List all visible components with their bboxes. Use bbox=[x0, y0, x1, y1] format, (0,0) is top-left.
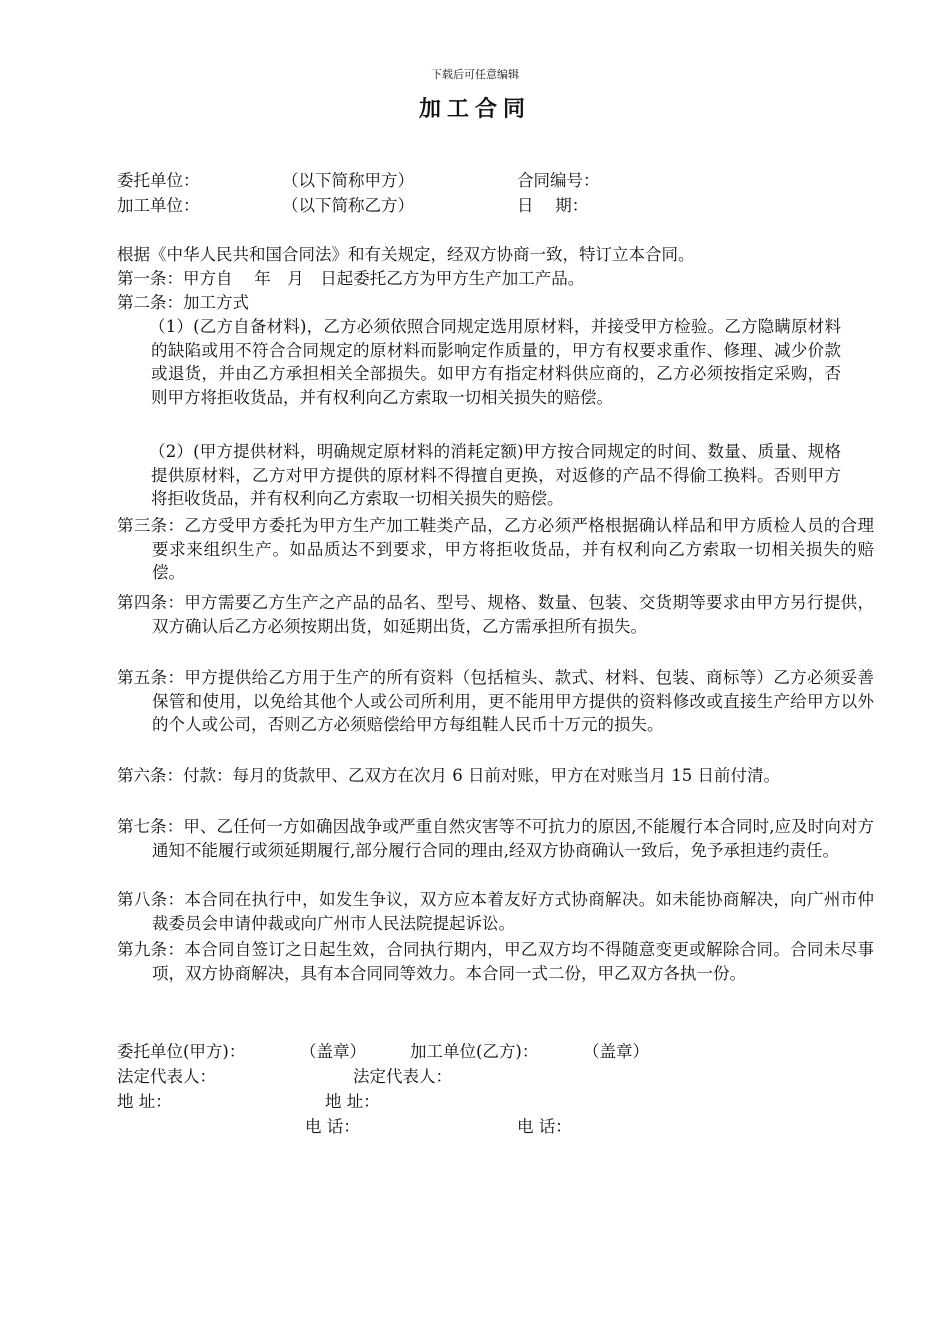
article-8: 第八条：本合同在执行中，如发生争议，双方应本着友好方式协商解决。如未能协商解决，向广州市仲裁委员会申请仲裁或向广州市人民法院提起诉讼。 bbox=[117, 890, 874, 933]
article-2-item-1 bbox=[151, 315, 841, 409]
rep-a-label: 法定代表人： bbox=[117, 1067, 216, 1086]
article-5: 第五条：甲方提供给乙方用于生产的所有资料（包括楦头、款式、材料、包装、商标等）乙方必须妥善保管和使用，以免给其他个人或公司所利用，更不能用甲方提供的资料修改或直接生产给甲方以外的个人或公司，否则乙方必须赔偿给甲方每组鞋人民币十万元的损失。 bbox=[117, 668, 874, 734]
address-a-label: 地 址： bbox=[117, 1092, 172, 1111]
document-title: 加工合同 bbox=[418, 96, 531, 122]
party-a-label: 委托单位(甲方)： bbox=[117, 1042, 246, 1061]
article-6: 第六条：付款：每月的货款甲、乙双方在次月 6 日前对账，甲方在对账当月 15 日前付清。 bbox=[117, 766, 780, 785]
contract-number-label: 合同编号： bbox=[517, 171, 600, 190]
address-b-label: 地 址： bbox=[325, 1092, 380, 1111]
process-alias: （以下简称乙方） bbox=[282, 196, 414, 215]
article-2-title: 第二条：加工方式 bbox=[117, 293, 249, 312]
preamble: 根据《中华人民共和国合同法》和有关规定，经双方协商一致，特订立本合同。 bbox=[117, 245, 695, 264]
party-b-label: 加工单位(乙方)： bbox=[410, 1042, 539, 1061]
telephone-a-label: 电 话： bbox=[305, 1117, 360, 1136]
article-4: 第四条：甲方需要乙方生产之产品的品名、型号、规格、数量、包装、交货期等要求由甲方另行提供，双方确认后乙方必须按期出货，如延期出货，乙方需承担所有损失。 bbox=[117, 593, 874, 636]
article-7: 第七条：甲、乙任何一方如确因战争或严重自然灾害等不可抗力的原因,不能履行本合同时,应及时向对方通知不能履行或须延期履行,部分履行合同的理由,经双方协商确认一致后，免予承担违约责任。 bbox=[117, 817, 874, 860]
entrust-label: 委托单位： bbox=[117, 171, 200, 190]
party-a-seal: （盖章） bbox=[300, 1042, 366, 1061]
article-9: 第九条：本合同自签订之日起生效，合同执行期内，甲乙双方均不得随意变更或解除合同。合同未尽事项，双方协商解决，具有本合同同等效力。本合同一式二份，甲乙双方各执一份。 bbox=[117, 940, 874, 983]
entrust-alias: （以下简称甲方） bbox=[282, 171, 414, 190]
article-3: 第三条：乙方受甲方委托为甲方生产加工鞋类产品，乙方必须严格根据确认样品和甲方质检人员的合理要求来组织生产。如品质达不到要求，甲方将拒收货品，并有权利向乙方索取一切相关损失的赔偿。 bbox=[117, 516, 874, 582]
process-label: 加工单位： bbox=[117, 196, 200, 215]
rep-b-label: 法定代表人： bbox=[353, 1067, 452, 1086]
article-2-item-2 bbox=[151, 440, 841, 511]
article-2-item-1-text: （1）(乙方自备材料)，乙方必须依照合同规定选用原材料，并接受甲方检验。乙方隐瞒原材料的缺陷或用不符合合同规定的原材料而影响定作质量的，甲方有权要求重作、修理、减少价款或退货，并由乙方承担相关全部损失。如甲方有指定材料供应商的，乙方必须按指定采购，否则甲方将拒收货品，并有权利向乙方索取一切相关损失的赔偿。 bbox=[149, 317, 841, 407]
party-b-seal: （盖章） bbox=[583, 1042, 649, 1061]
telephone-b-label: 电 话： bbox=[517, 1117, 572, 1136]
article-2-item-2-text: （2）(甲方提供材料，明确规定原材料的消耗定额)甲方按合同规定的时间、数量、质量、规格提供原材料，乙方对甲方提供的原材料不得擅自更换，对返修的产品不得偷工换料。否则甲方将拒收货品，并有权利向乙方索取一切相关损失的赔偿。 bbox=[149, 442, 841, 508]
article-1: 第一条：甲方自 年 月 日起委托乙方为甲方生产加工产品。 bbox=[117, 269, 585, 288]
date-label: 日 期： bbox=[517, 196, 589, 215]
header-note: 下载后可任意编辑 bbox=[431, 68, 519, 81]
